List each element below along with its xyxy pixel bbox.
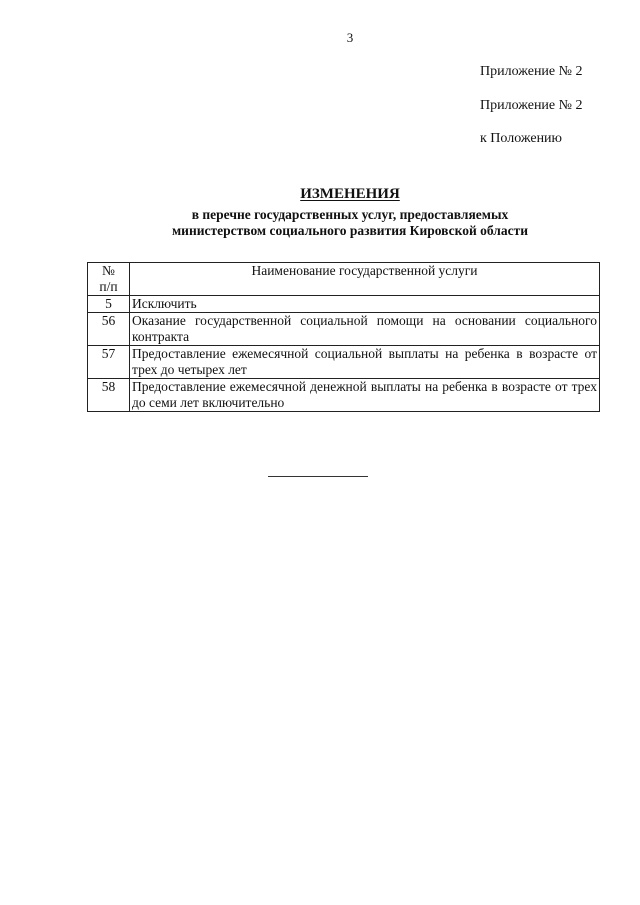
document-subtitle-line1: в перечне государственных услуг, предоставляемых xyxy=(191,207,509,222)
table-row xyxy=(88,346,600,379)
row-number: 58 xyxy=(88,379,130,412)
row-number: 5 xyxy=(88,296,130,313)
table-row xyxy=(88,313,600,346)
appendix-label-repeat: Приложение № 2 xyxy=(480,98,583,113)
document-title: ИЗМЕНЕНИЯ xyxy=(300,186,400,202)
header-service-name: Наименование государственной услуги xyxy=(130,263,600,296)
appendix-label: Приложение № 2 xyxy=(480,64,583,79)
row-service-name: Предоставление ежемесячной социальной выплаты на ребенка в возрасте от трех до четырех лет xyxy=(130,346,600,379)
row-service-name: Предоставление ежемесячной денежной выплаты на ребенка в возрасте от трех до семи лет включительно xyxy=(130,379,600,412)
document-heading xyxy=(0,186,640,239)
header-number xyxy=(88,263,130,296)
header-number-abbr: п/п xyxy=(99,279,118,294)
table-header-row xyxy=(88,263,600,296)
header-number-sign: № xyxy=(102,263,115,278)
page-number: 3 xyxy=(346,30,354,45)
services-table xyxy=(87,262,600,412)
row-number: 57 xyxy=(88,346,130,379)
end-divider-line xyxy=(268,476,368,477)
document-subtitle-line2: министерством социального развития Кировской области xyxy=(171,223,529,238)
row-service-name: Исключить xyxy=(130,296,600,313)
row-service-name: Оказание государственной социальной помощи на основании социального контракта xyxy=(130,313,600,346)
table-row xyxy=(88,379,600,412)
row-number: 56 xyxy=(88,313,130,346)
table-row xyxy=(88,296,600,313)
appendix-regulation: к Положению xyxy=(480,131,563,146)
